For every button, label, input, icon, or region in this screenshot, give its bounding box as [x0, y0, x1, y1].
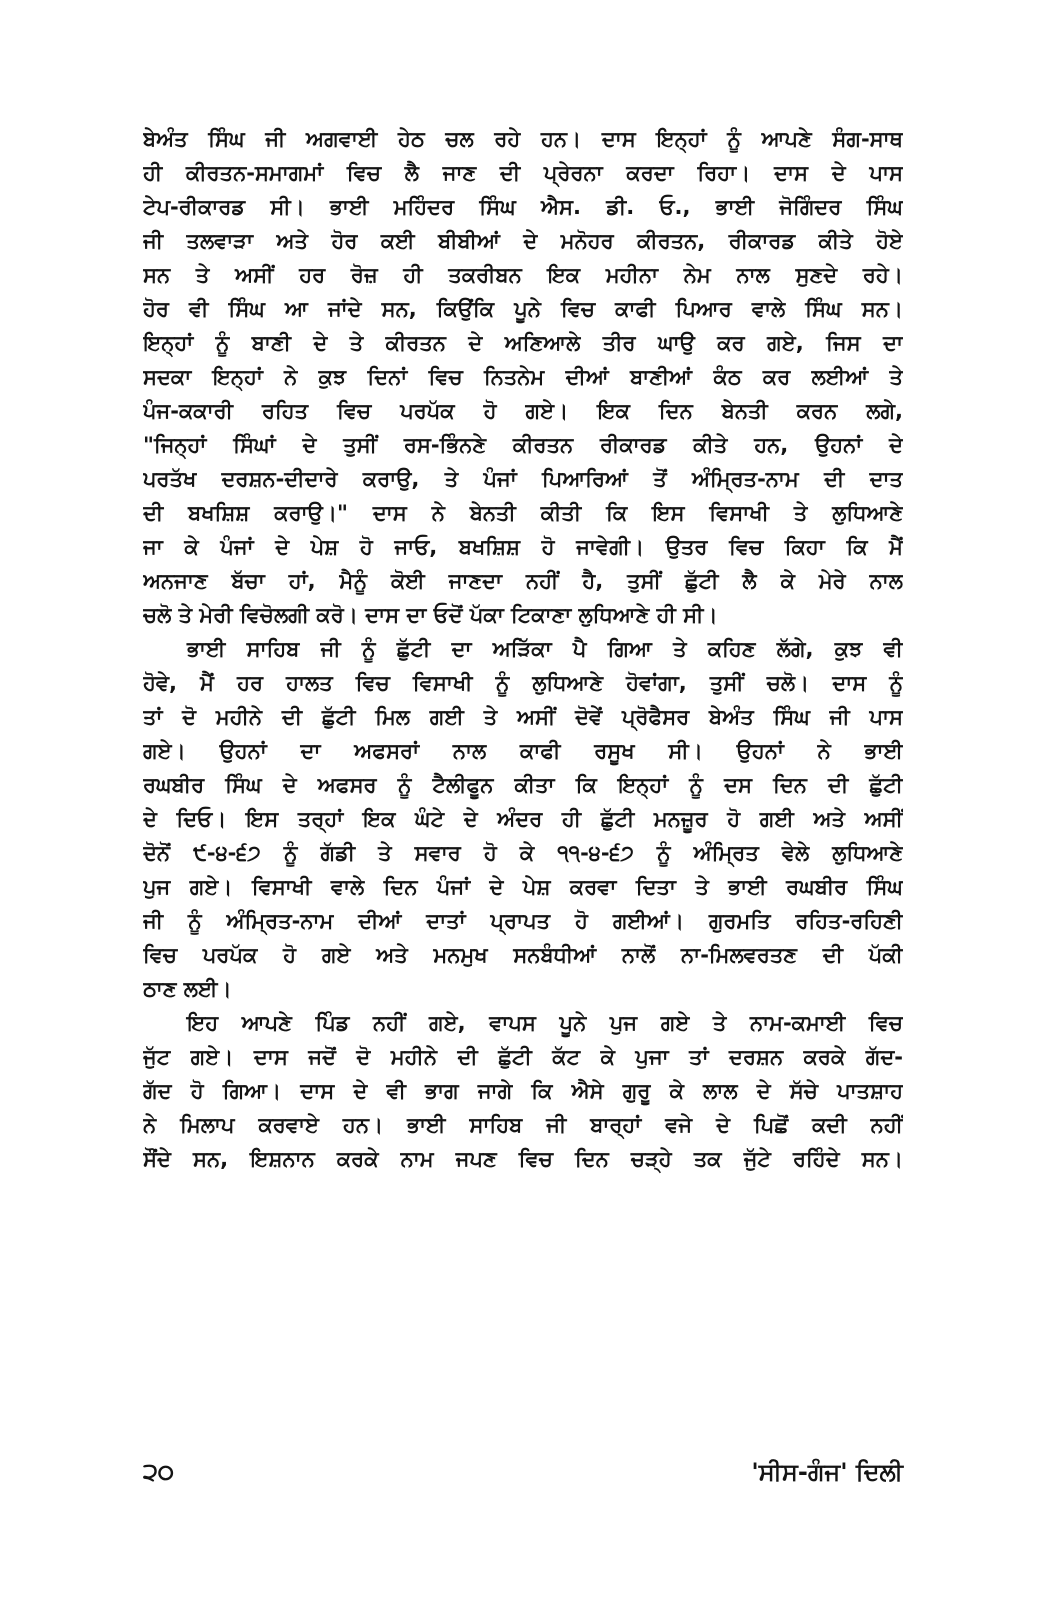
- text-line: ਜਾ ਕੇ ਪੰਜਾਂ ਦੇ ਪੇਸ਼ ਹੋ ਜਾਓ, ਬਖਸ਼ਿਸ਼ ਹੋ ਜਾਵੇਗੀ। ਉਤਰ ਵਿਚ ਕਿਹਾ ਕਿ ਮੈਂ: [143, 535, 903, 559]
- text-line: ਪੁਜ ਗਏ। ਵਿਸਾਖੀ ਵਾਲੇ ਦਿਨ ਪੰਜਾਂ ਦੇ ਪੇਸ਼ ਕਰਵਾ ਦਿਤਾ ਤੇ ਭਾਈ ਰਘਬੀਰ ਸਿੰਘ: [143, 875, 903, 899]
- text-line: ਪਰਤੱਖ ਦਰਸ਼ਨ-ਦੀਦਾਰੇ ਕਰਾਉ, ਤੇ ਪੰਜਾਂ ਪਿਆਰਿਆਂ ਤੋਂ ਅੰਮ੍ਰਿਤ-ਨਾਮ ਦੀ ਦਾਤ: [143, 467, 903, 491]
- text-line: ਜੀ ਨੂੰ ਅੰਮ੍ਰਿਤ-ਨਾਮ ਦੀਆਂ ਦਾਤਾਂ ਪ੍ਰਾਪਤ ਹੋ ਗਈਆਂ। ਗੁਰਮਤਿ ਰਹਿਤ-ਰਹਿਣੀ: [143, 909, 903, 933]
- page-number: ੨੦: [143, 1458, 175, 1486]
- text-line: ਵਿਚ ਪਰਪੱਕ ਹੋ ਗਏ ਅਤੇ ਮਨਮੁਖ ਸਨਬੰਧੀਆਂ ਨਾਲੋਂ ਨਾ-ਮਿਲਵਰਤਣ ਦੀ ਪੱਕੀ: [143, 943, 903, 967]
- text-line: ਅਨਜਾਣ ਬੱਚਾ ਹਾਂ, ਮੈਨੂੰ ਕੋਈ ਜਾਣਦਾ ਨਹੀਂ ਹੈ, ਤੁਸੀਂ ਛੁੱਟੀ ਲੈ ਕੇ ਮੇਰੇ ਨਾਲ: [143, 569, 903, 593]
- text-line: ਨੇ ਮਿਲਾਪ ਕਰਵਾਏ ਹਨ। ਭਾਈ ਸਾਹਿਬ ਜੀ ਬਾਰ੍ਹਾਂ ਵਜੇ ਦੇ ਪਿਛੋਂ ਕਦੀ ਨਹੀਂ: [143, 1113, 903, 1137]
- page-footer: [143, 1452, 903, 1492]
- text-line: ਟੇਪ-ਰੀਕਾਰਡ ਸੀ। ਭਾਈ ਮਹਿੰਦਰ ਸਿੰਘ ਐਸ. ਡੀ. ਓ., ਭਾਈ ਜੋਗਿੰਦਰ ਸਿੰਘ: [143, 195, 903, 219]
- text-line: ਗਏ। ਉਹਨਾਂ ਦਾ ਅਫਸਰਾਂ ਨਾਲ ਕਾਫੀ ਰਸੂਖ ਸੀ। ਉਹਨਾਂ ਨੇ ਭਾਈ: [143, 739, 903, 763]
- text-line: ਹੀ ਕੀਰਤਨ-ਸਮਾਗਮਾਂ ਵਿਚ ਲੈ ਜਾਣ ਦੀ ਪ੍ਰੇਰਨਾ ਕਰਦਾ ਰਿਹਾ। ਦਾਸ ਦੇ ਪਾਸ: [143, 161, 903, 185]
- text-line: ਬੇਅੰਤ ਸਿੰਘ ਜੀ ਅਗਵਾਈ ਹੇਠ ਚਲ ਰਹੇ ਹਨ। ਦਾਸ ਇਨ੍ਹਾਂ ਨੂੰ ਆਪਣੇ ਸੰਗ-ਸਾਥ: [143, 127, 903, 151]
- text-line: ਪੰਜ-ਕਕਾਰੀ ਰਹਿਤ ਵਿਚ ਪਰਪੱਕ ਹੋ ਗਏ। ਇਕ ਦਿਨ ਬੇਨਤੀ ਕਰਨ ਲਗੇ,: [143, 399, 903, 423]
- text-line: "ਜਿਨ੍ਹਾਂ ਸਿੰਘਾਂ ਦੇ ਤੁਸੀਂ ਰਸ-ਭਿੰਨਣੇ ਕੀਰਤਨ ਰੀਕਾਰਡ ਕੀਤੇ ਹਨ, ਉਹਨਾਂ ਦੇ: [143, 433, 903, 457]
- text-line: ਇਹ ਆਪਣੇ ਪਿੰਡ ਨਹੀਂ ਗਏ, ਵਾਪਸ ਪੂਨੇ ਪੁਜ ਗਏ ਤੇ ਨਾਮ-ਕਮਾਈ ਵਿਚ: [187, 1011, 903, 1035]
- text-line: ਦੀ ਬਖਸ਼ਿਸ਼ ਕਰਾਉ।" ਦਾਸ ਨੇ ਬੇਨਤੀ ਕੀਤੀ ਕਿ ਇਸ ਵਿਸਾਖੀ ਤੇ ਲੁਧਿਆਣੇ: [143, 501, 903, 525]
- text-line: ਹੋਰ ਵੀ ਸਿੰਘ ਆ ਜਾਂਦੇ ਸਨ, ਕਿਉਂਕਿ ਪੂਨੇ ਵਿਚ ਕਾਫੀ ਪਿਆਰ ਵਾਲੇ ਸਿੰਘ ਸਨ।: [143, 297, 903, 321]
- running-title: 'ਸੀਸ-ਗੰਜ' ਦਿਲੀ: [751, 1458, 903, 1486]
- text-line: ਠਾਣ ਲਈ।: [143, 977, 232, 1001]
- text-line: ਚਲੋ ਤੇ ਮੇਰੀ ਵਿਚੋਲਗੀ ਕਰੋ। ਦਾਸ ਦਾ ਓਦੋਂ ਪੱਕਾ ਟਿਕਾਣਾ ਲੁਧਿਆਣੇ ਹੀ ਸੀ।: [143, 603, 718, 627]
- text-line: ਜੁੱਟ ਗਏ। ਦਾਸ ਜਦੋਂ ਦੋ ਮਹੀਨੇ ਦੀ ਛੁੱਟੀ ਕੱਟ ਕੇ ਪੁਜਾ ਤਾਂ ਦਰਸ਼ਨ ਕਰਕੇ ਗੱਦ-: [143, 1045, 903, 1069]
- text-line: ਸਨ ਤੇ ਅਸੀਂ ਹਰ ਰੋਜ਼ ਹੀ ਤਕਰੀਬਨ ਇਕ ਮਹੀਨਾ ਨੇਮ ਨਾਲ ਸੁਣਦੇ ਰਹੇ।: [143, 263, 903, 287]
- text-line: ਇਨ੍ਹਾਂ ਨੂੰ ਬਾਣੀ ਦੇ ਤੇ ਕੀਰਤਨ ਦੇ ਅਣਿਆਲੇ ਤੀਰ ਘਾਉ ਕਰ ਗਏ, ਜਿਸ ਦਾ: [143, 331, 903, 355]
- text-line: ਤਾਂ ਦੋ ਮਹੀਨੇ ਦੀ ਛੁੱਟੀ ਮਿਲ ਗਈ ਤੇ ਅਸੀਂ ਦੋਵੇਂ ਪ੍ਰੋਫੈਸਰ ਬੇਅੰਤ ਸਿੰਘ ਜੀ ਪਾਸ: [143, 705, 903, 729]
- text-line: ਸਦਕਾ ਇਨ੍ਹਾਂ ਨੇ ਕੁਝ ਦਿਨਾਂ ਵਿਚ ਨਿਤਨੇਮ ਦੀਆਂ ਬਾਣੀਆਂ ਕੰਠ ਕਰ ਲਈਆਂ ਤੇ: [143, 365, 903, 389]
- text-line: ਰਘਬੀਰ ਸਿੰਘ ਦੇ ਅਫਸਰ ਨੂੰ ਟੈਲੀਫੂਨ ਕੀਤਾ ਕਿ ਇਨ੍ਹਾਂ ਨੂੰ ਦਸ ਦਿਨ ਦੀ ਛੁੱਟੀ: [143, 773, 903, 797]
- text-line: ਗੱਦ ਹੋ ਗਿਆ। ਦਾਸ ਦੇ ਵੀ ਭਾਗ ਜਾਗੇ ਕਿ ਐਸੇ ਗੁਰੂ ਕੇ ਲਾਲ ਦੇ ਸੱਚੇ ਪਾਤਸ਼ਾਹ: [143, 1079, 903, 1103]
- text-line: ਦੇ ਦਿਓ। ਇਸ ਤਰ੍ਹਾਂ ਇਕ ਘੰਟੇ ਦੇ ਅੰਦਰ ਹੀ ਛੁੱਟੀ ਮਨਜ਼ੂਰ ਹੋ ਗਈ ਅਤੇ ਅਸੀਂ: [143, 807, 903, 831]
- text-line: ਦੋਨੋਂ ੯-੪-੬੭ ਨੂੰ ਗੱਡੀ ਤੇ ਸਵਾਰ ਹੋ ਕੇ ੧੧-੪-੬੭ ਨੂੰ ਅੰਮ੍ਰਿਤ ਵੇਲੇ ਲੁਧਿਆਣੇ: [143, 841, 903, 865]
- text-line: ਭਾਈ ਸਾਹਿਬ ਜੀ ਨੂੰ ਛੁੱਟੀ ਦਾ ਅੜਿੱਕਾ ਪੈ ਗਿਆ ਤੇ ਕਹਿਣ ਲੱਗੇ, ਕੁਝ ਵੀ: [187, 637, 903, 661]
- text-line: ਸੌਂਦੇ ਸਨ, ਇਸ਼ਨਾਨ ਕਰਕੇ ਨਾਮ ਜਪਣ ਵਿਚ ਦਿਨ ਚੜ੍ਹੇ ਤਕ ਜੁੱਟੇ ਰਹਿੰਦੇ ਸਨ।: [143, 1147, 903, 1171]
- text-line: ਹੋਵੇ, ਮੈਂ ਹਰ ਹਾਲਤ ਵਿਚ ਵਿਸਾਖੀ ਨੂੰ ਲੁਧਿਆਣੇ ਹੋਵਾਂਗਾ, ਤੁਸੀਂ ਚਲੋ। ਦਾਸ ਨੂੰ: [143, 671, 903, 695]
- body-text: [143, 122, 903, 1176]
- text-line: ਜੀ ਤਲਵਾੜਾ ਅਤੇ ਹੋਰ ਕਈ ਬੀਬੀਆਂ ਦੇ ਮਨੋਹਰ ਕੀਰਤਨ, ਰੀਕਾਰਡ ਕੀਤੇ ਹੋਏ: [143, 229, 903, 253]
